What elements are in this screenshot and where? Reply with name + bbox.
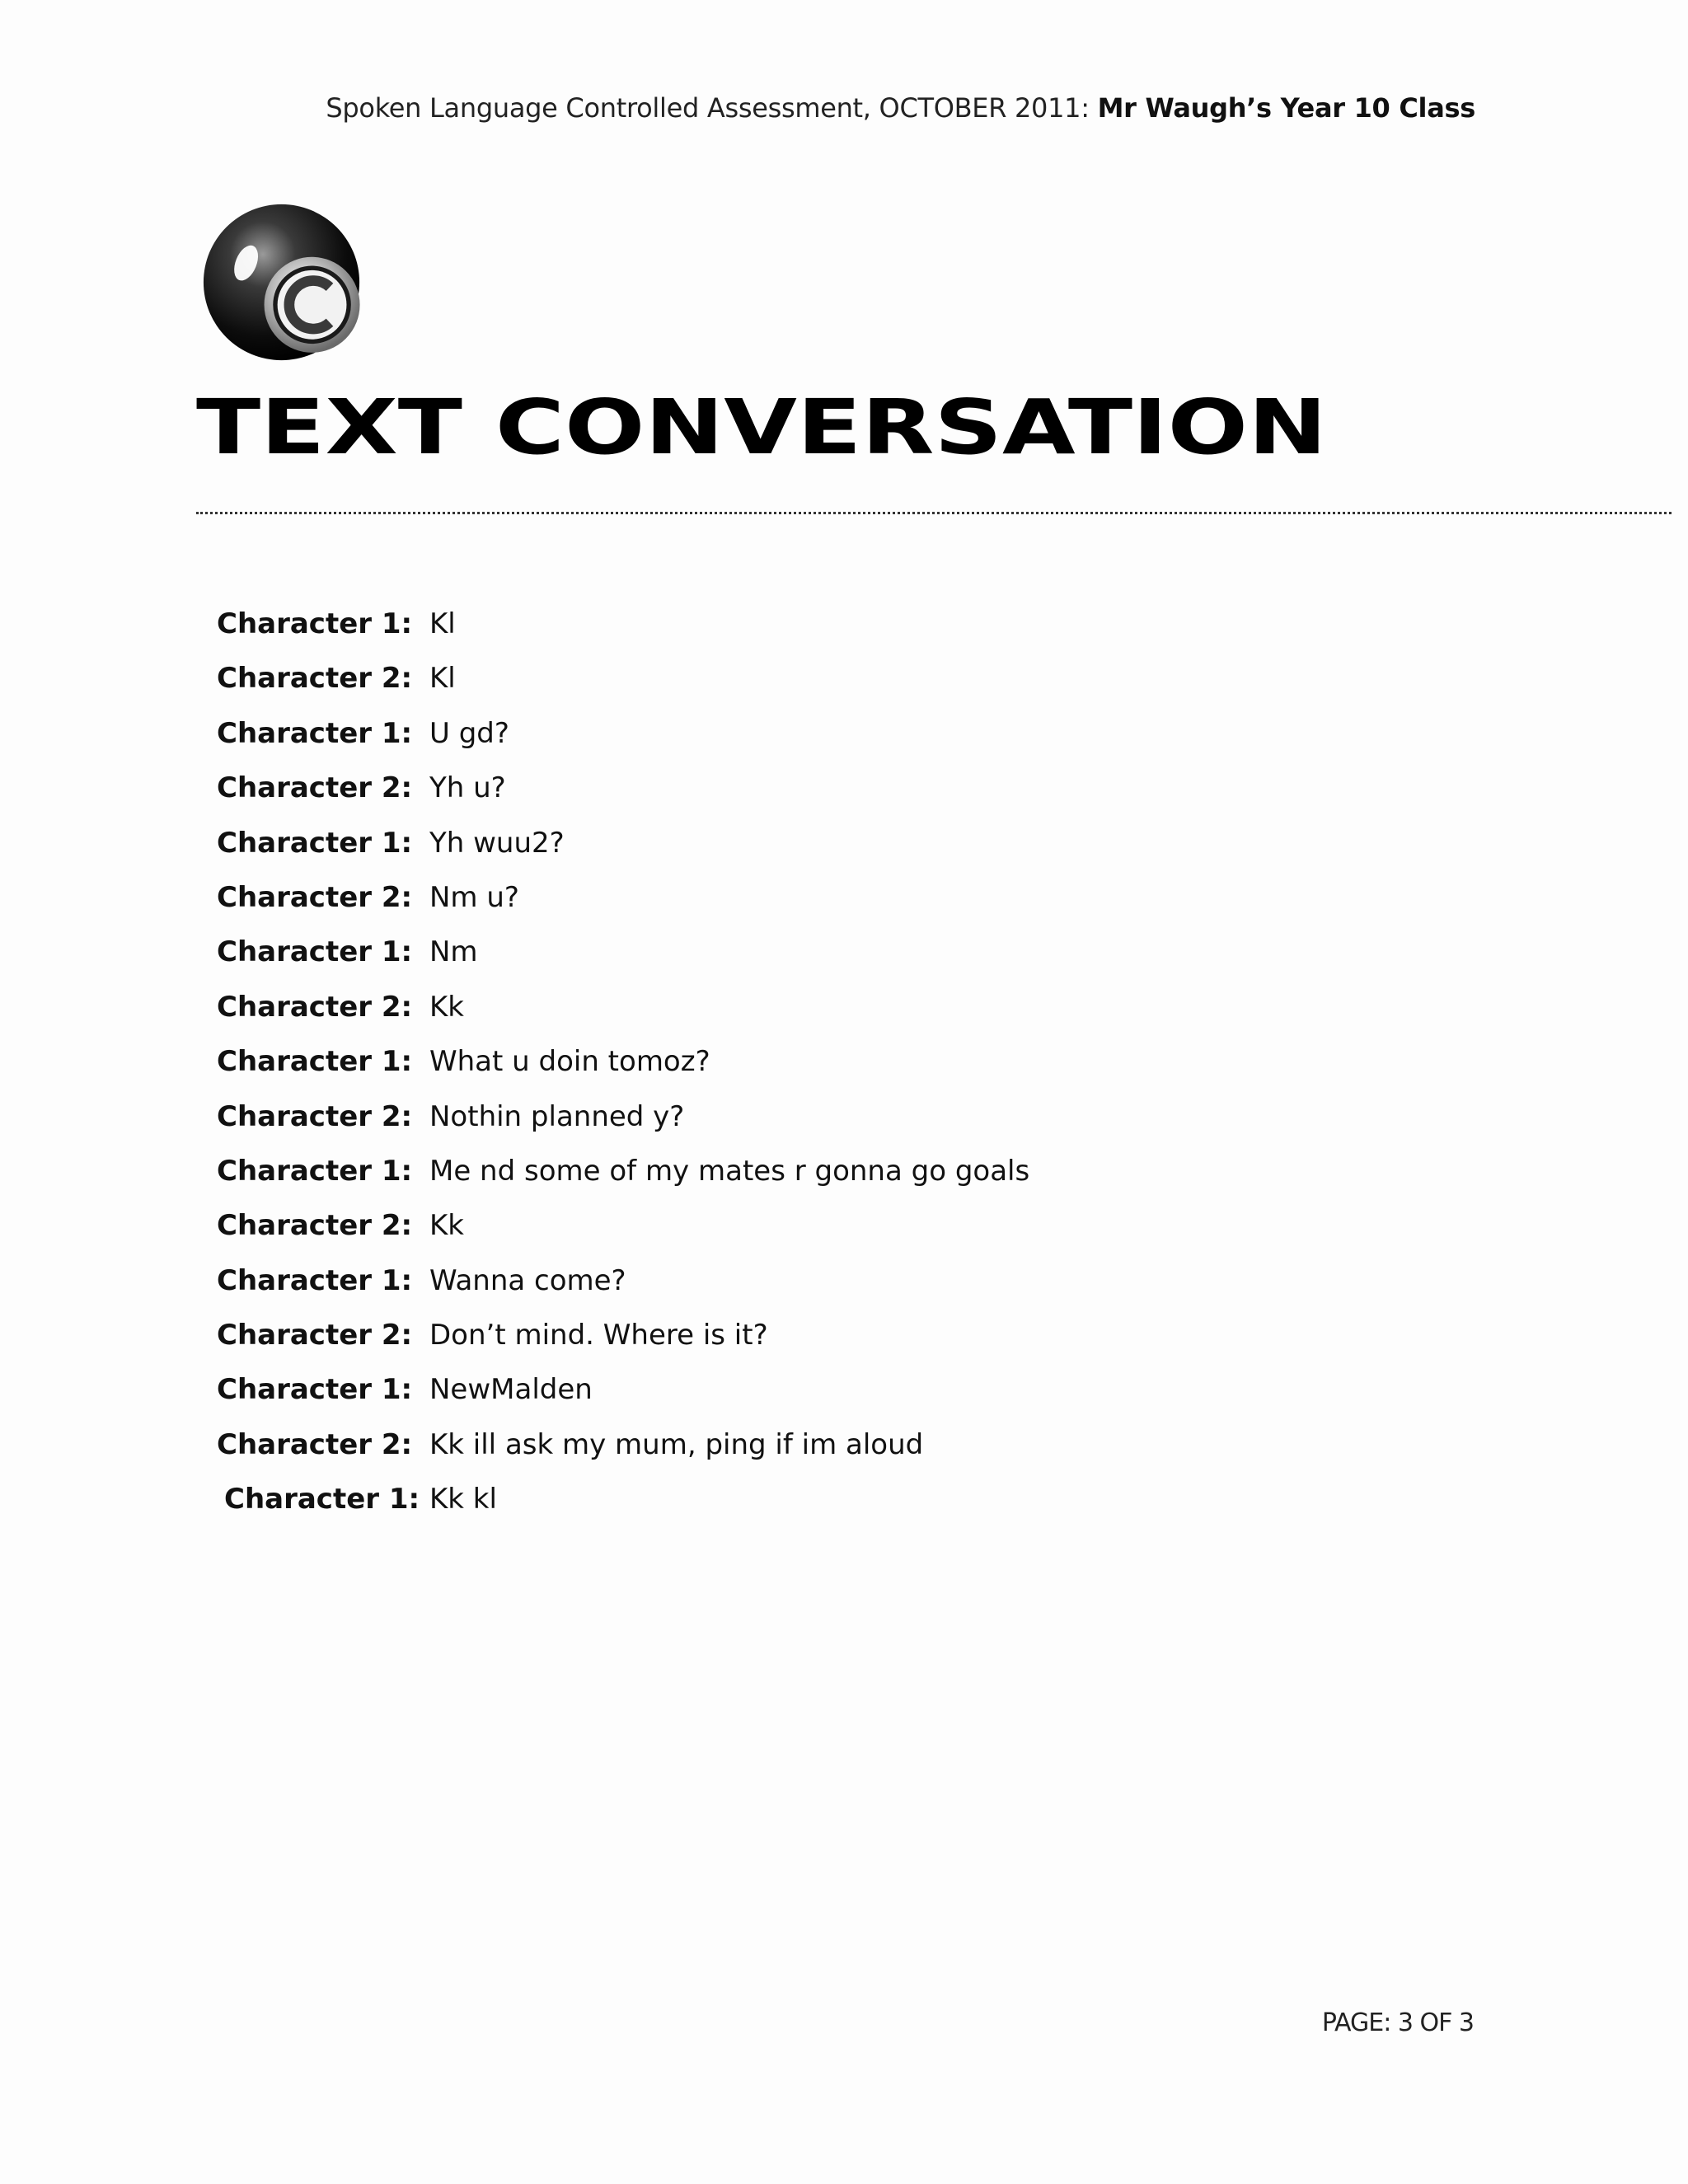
message-text: Kl xyxy=(429,662,456,696)
transcript-line xyxy=(0,1418,1688,1472)
transcript-line xyxy=(0,1144,1688,1198)
page-number: PAGE: 3 OF 3 xyxy=(1321,2008,1474,2037)
transcript-line xyxy=(0,761,1688,815)
message-text: Wanna come? xyxy=(429,1263,626,1297)
speaker-label: Character 1: xyxy=(217,716,413,750)
speaker-label: Character 2: xyxy=(217,1209,413,1243)
speaker-label: Character 1: xyxy=(217,1154,413,1188)
transcript-line xyxy=(0,706,1688,761)
speaker-label: Character 2: xyxy=(217,1427,413,1461)
header-class-name: Mr Waugh’s Year 10 Class xyxy=(1097,92,1475,124)
message-text: Kl xyxy=(429,607,456,640)
speaker-label: Character 1: xyxy=(217,935,413,969)
transcript-line xyxy=(0,1254,1688,1308)
message-text: Kk kl xyxy=(429,1483,497,1516)
transcript-line xyxy=(0,1198,1688,1253)
message-text: Yh wuu2? xyxy=(429,826,565,860)
copyright-ball-icon xyxy=(201,202,362,363)
message-text: Nm u? xyxy=(429,880,519,914)
page-title xyxy=(196,389,1432,480)
speaker-label: Character 1: xyxy=(217,1045,413,1079)
message-text: Kk xyxy=(429,1209,464,1243)
message-text: What u doin tomoz? xyxy=(429,1045,710,1079)
message-text: Kk xyxy=(429,990,464,1024)
speaker-label: Character 1: xyxy=(217,607,413,640)
transcript-line xyxy=(0,1362,1688,1417)
transcript-line xyxy=(0,597,1688,651)
message-text: Yh u? xyxy=(429,771,506,805)
speaker-label: Character 1: xyxy=(217,1263,413,1297)
message-text: NewMalden xyxy=(429,1373,593,1407)
speaker-label: Character 2: xyxy=(217,771,413,805)
transcript-line xyxy=(0,1472,1688,1526)
speaker-label: Character 2: xyxy=(217,662,413,696)
speaker-label: Character 1: xyxy=(217,1373,413,1407)
transcript-line xyxy=(0,1308,1688,1362)
transcript-line xyxy=(0,1090,1688,1144)
message-text: Nm xyxy=(429,935,478,969)
speaker-label: Character 2: xyxy=(217,880,413,914)
title-divider xyxy=(196,512,1672,514)
page-title-text: TEXT CONVERSATION xyxy=(196,389,1328,471)
speaker-label: Character 2: xyxy=(217,1319,413,1352)
transcript-line xyxy=(0,651,1688,705)
transcript-line xyxy=(0,925,1688,979)
transcript-line xyxy=(0,816,1688,870)
speaker-label: Character 2: xyxy=(217,990,413,1024)
message-text: Nothin planned y? xyxy=(429,1099,685,1133)
transcript-line xyxy=(0,1034,1688,1089)
page-header xyxy=(0,92,1475,124)
speaker-label: Character 1: xyxy=(217,826,413,860)
speaker-label: Character 1: xyxy=(224,1483,420,1516)
message-text: Don’t mind. Where is it? xyxy=(429,1319,768,1352)
speaker-label: Character 2: xyxy=(217,1099,413,1133)
conversation-transcript xyxy=(0,597,1688,1527)
message-text: Kk ill ask my mum, ping if im aloud xyxy=(429,1427,924,1461)
message-text: Me nd some of my mates r gonna go goals xyxy=(429,1154,1030,1188)
transcript-line xyxy=(0,980,1688,1034)
transcript-line xyxy=(0,870,1688,925)
message-text: U gd? xyxy=(429,716,509,750)
header-text: Spoken Language Controlled Assessment, OCTOBER 2011: xyxy=(326,92,1098,124)
